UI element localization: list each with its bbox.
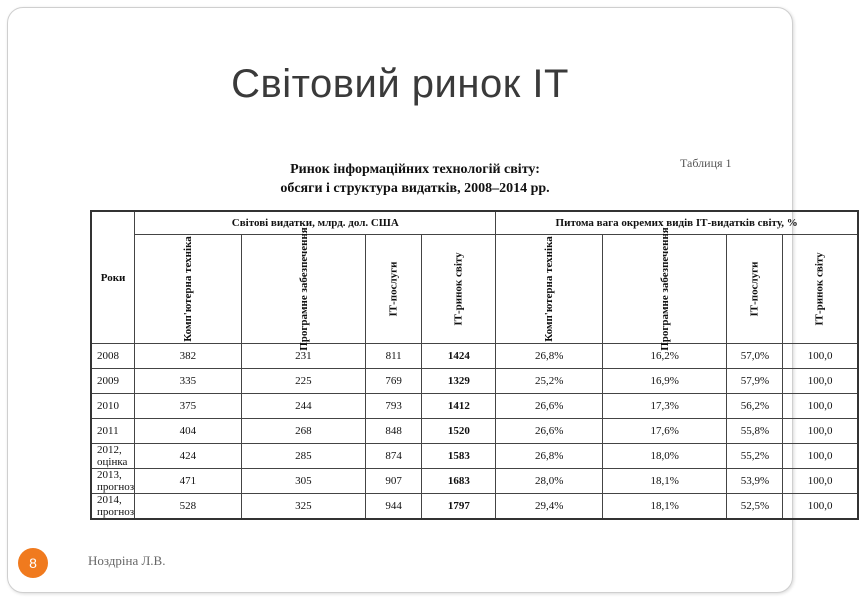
value-cell: 424	[135, 444, 242, 469]
table-caption-line-2: обсяги і структура видатків, 2008–2014 рр.	[280, 181, 550, 196]
value-cell: 18,1%	[602, 494, 727, 520]
value-cell: 848	[366, 419, 422, 444]
subheader-label: Програмне забезпечення	[297, 227, 310, 351]
table-row	[91, 469, 858, 494]
value-cell: 28,0%	[496, 469, 603, 494]
year-cell: 2010	[91, 394, 135, 419]
subheader-market-share	[783, 235, 858, 344]
subheader-market-total	[422, 235, 496, 344]
value-cell: 1424	[422, 344, 496, 369]
value-cell: 55,2%	[727, 444, 783, 469]
value-cell: 56,2%	[727, 394, 783, 419]
table-number: Таблиця 1	[680, 156, 732, 170]
value-cell: 811	[366, 344, 422, 369]
value-cell: 874	[366, 444, 422, 469]
value-cell: 225	[241, 369, 366, 394]
value-cell: 57,0%	[727, 344, 783, 369]
subheader-software-share	[602, 227, 727, 351]
value-cell: 382	[135, 344, 242, 369]
value-cell: 100,0	[783, 469, 858, 494]
value-cell: 100,0	[783, 344, 858, 369]
value-cell: 471	[135, 469, 242, 494]
table-row	[91, 444, 858, 469]
value-cell: 17,6%	[602, 419, 727, 444]
value-cell: 16,9%	[602, 369, 727, 394]
table-row	[91, 419, 858, 444]
subheader-label: ІТ-ринок світу	[814, 252, 827, 326]
it-market-table	[90, 210, 859, 520]
value-cell: 100,0	[783, 394, 858, 419]
table-row	[91, 394, 858, 419]
value-cell: 17,3%	[602, 394, 727, 419]
table-body	[91, 344, 858, 520]
year-cell: 2011	[91, 419, 135, 444]
value-cell: 55,8%	[727, 419, 783, 444]
value-cell: 1329	[422, 369, 496, 394]
subheader-software	[241, 227, 366, 351]
table-row	[91, 344, 858, 369]
subheader-services	[366, 235, 422, 344]
subheader-label: Комп'ютерна техніка	[543, 236, 556, 342]
subheader-label: ІТ-послуги	[748, 261, 761, 317]
subheader-hardware	[135, 235, 242, 344]
value-cell: 26,8%	[496, 344, 603, 369]
value-cell: 404	[135, 419, 242, 444]
value-cell: 244	[241, 394, 366, 419]
value-cell: 375	[135, 394, 242, 419]
value-cell: 26,6%	[496, 394, 603, 419]
subheader-hardware-share	[496, 235, 603, 344]
value-cell: 53,9%	[727, 469, 783, 494]
year-cell: 2012, оцінка	[91, 444, 135, 469]
value-cell: 1683	[422, 469, 496, 494]
value-cell: 100,0	[783, 419, 858, 444]
value-cell: 100,0	[783, 369, 858, 394]
page-number-badge: 8	[18, 548, 48, 578]
table-caption-line-1: Ринок інформаційних технологій світу:	[290, 162, 540, 177]
value-cell: 18,0%	[602, 444, 727, 469]
subheader-label: Програмне забезпечення	[658, 227, 671, 351]
value-cell: 26,6%	[496, 419, 603, 444]
value-cell: 52,5%	[727, 494, 783, 520]
year-cell: 2014, прогноз	[91, 494, 135, 520]
table-row	[91, 369, 858, 394]
share-group-header: Питома вага окремих видів ІТ-видатків світу, %	[496, 211, 858, 235]
subheader-label: ІТ-ринок світу	[452, 252, 465, 326]
slide-title: Світовий ринок ІТ	[231, 62, 569, 106]
author-name: Ноздріна Л.В.	[88, 553, 166, 568]
year-cell: 2013, прогноз	[91, 469, 135, 494]
value-cell: 26,8%	[496, 444, 603, 469]
value-cell: 1583	[422, 444, 496, 469]
table-row	[91, 494, 858, 520]
value-cell: 268	[241, 419, 366, 444]
value-cell: 18,1%	[602, 469, 727, 494]
value-cell: 16,2%	[602, 344, 727, 369]
value-cell: 907	[366, 469, 422, 494]
value-cell: 57,9%	[727, 369, 783, 394]
value-cell: 231	[241, 344, 366, 369]
value-cell: 528	[135, 494, 242, 520]
value-cell: 285	[241, 444, 366, 469]
value-cell: 325	[241, 494, 366, 520]
value-cell: 100,0	[783, 444, 858, 469]
value-cell: 25,2%	[496, 369, 603, 394]
value-cell: 944	[366, 494, 422, 520]
value-cell: 1797	[422, 494, 496, 520]
subheader-label: Комп'ютерна техніка	[181, 236, 194, 342]
value-cell: 335	[135, 369, 242, 394]
value-cell: 1412	[422, 394, 496, 419]
table-caption	[90, 160, 740, 198]
year-cell: 2009	[91, 369, 135, 394]
subheader-label: ІТ-послуги	[387, 261, 400, 317]
year-cell: 2008	[91, 344, 135, 369]
subheader-services-share	[727, 235, 783, 344]
value-cell: 100,0	[783, 494, 858, 520]
value-cell: 1520	[422, 419, 496, 444]
spending-group-header: Світові видатки, млрд. дол. США	[135, 211, 496, 235]
value-cell: 769	[366, 369, 422, 394]
years-header: Роки	[91, 211, 135, 344]
value-cell: 793	[366, 394, 422, 419]
value-cell: 305	[241, 469, 366, 494]
value-cell: 29,4%	[496, 494, 603, 520]
